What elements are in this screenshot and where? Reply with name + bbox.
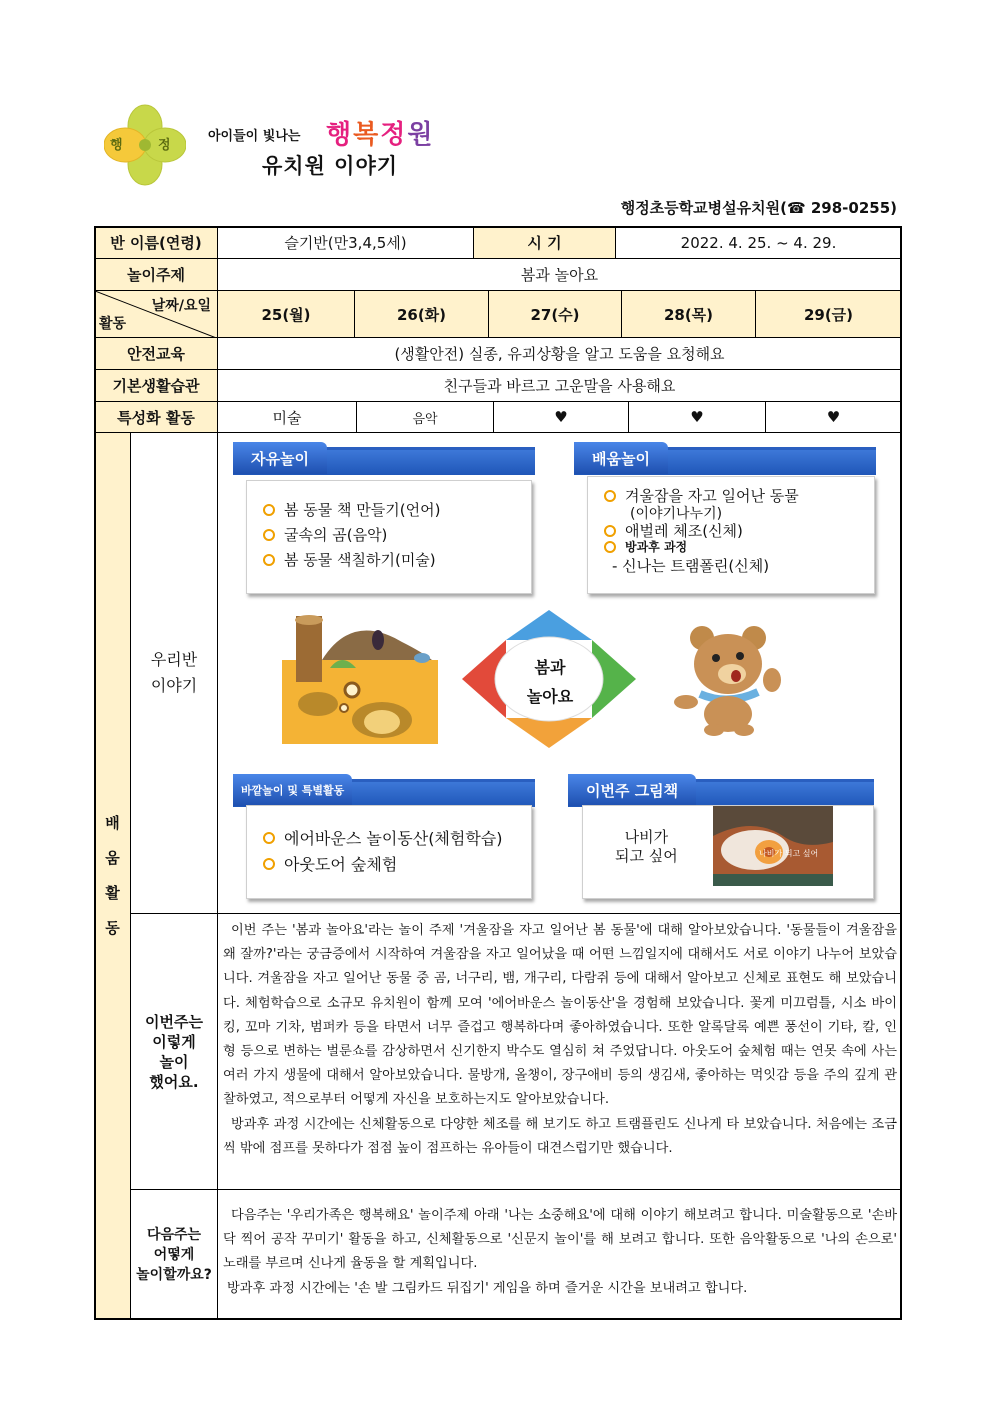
list-item-sub: (이야기나누기) bbox=[630, 506, 723, 522]
bullet-icon bbox=[263, 832, 275, 844]
theme-label: 놀이주제 bbox=[94, 258, 218, 291]
label-char: 움 bbox=[105, 849, 120, 867]
period-value: 2022. 4. 25. ~ 4. 29. bbox=[615, 226, 902, 259]
badge-text-line2: 놀아요 bbox=[526, 687, 574, 706]
item-text: 굴속의 곰(음악) bbox=[284, 526, 388, 544]
document-title: 유치원 이야기 bbox=[262, 154, 399, 178]
free-play-box bbox=[246, 480, 532, 594]
special-label: 특성화 활동 bbox=[94, 401, 218, 433]
label-line: 이번주는 bbox=[145, 1012, 203, 1031]
bullet-icon bbox=[604, 541, 616, 553]
learning-play-title: 배움놀이 bbox=[574, 442, 668, 474]
item-text: 에어바운스 놀이동산(체험학습) bbox=[284, 829, 503, 848]
book-cover-text: 나비가 되고 싶어 bbox=[759, 849, 819, 858]
brand-char: 복 bbox=[353, 120, 381, 150]
habit-label: 기본생활습관 bbox=[94, 369, 218, 402]
bullet-icon bbox=[263, 529, 275, 541]
activity-label: 활동 bbox=[99, 316, 127, 332]
next-week-label bbox=[130, 1189, 218, 1320]
label-char: 배 bbox=[105, 814, 120, 832]
item-text: 봄 동물 색칠하기(미술) bbox=[284, 551, 436, 569]
paragraph: 이번 주는 '봄과 놀아요'라는 놀이 주제 '겨울잠을 자고 일어난 봄 동물'에 대해 알아보았습니다. '동물들이 겨울잠을 왜 잘까?'라는 궁금증에서 시작하여 겨울잠을 자고 일어났을 때 어떤 느낌일지에 대해서도 서로 이야기 나누어 보았습니다. 겨울잠을 자고 일어난 동물 중 곰, 너구리, 뱀, 개구리, 다람쥐 등에 대해서 알아보고 신체로 표현도 해 보았습니다. 체험학습으로 소규모 유치원이 함께 모여 '에어바운스 놀이동산'을 경험해 보았습니다. 꽃게 미끄럼틀, 시소 바이킹, 꼬마 기차, 범퍼카 등을 타면서 너무 즐겁고 행복하다며 좋아하였습니다. 또한 알록달록 예쁜 풍선이 기타, 칼, 인형 등으로 변하는 벌룬쇼를 감상하면서 신기한지 박수도 열심히 쳐 주었답니다. 아웃도어 숲체험 때는 연못 속에 사는 여러 가지 생물에 대해서 알아보았습니다. 물방개, 올챙이, 장구애비 등의 생김새, 좋아하는 먹잇감 등을 주의 깊게 관찰하였고, 적으로부터 어떻게 자신을 보호하는지도 알아보았습니다. bbox=[223, 923, 897, 1108]
bullet-icon bbox=[604, 490, 616, 502]
learning-play-box bbox=[587, 476, 875, 594]
safety-label: 안전교육 bbox=[94, 337, 218, 370]
list-item bbox=[263, 826, 503, 849]
period-label: 시 기 bbox=[473, 226, 616, 259]
label-line: 다음주는 bbox=[146, 1226, 202, 1243]
bullet-icon bbox=[604, 525, 616, 537]
day-label: 날짜/요일 bbox=[151, 298, 211, 314]
bear-character-illustration bbox=[672, 624, 784, 736]
paragraph: 방과후 과정 시간에는 신체활동으로 다양한 체조를 해 보기도 하고 트램플린도 신나게 타 보았습니다. 처음에는 조금씩 밖에 점프를 못하다가 점점 높이 점프하는 유아들이 대견스럽기만 했습니다. bbox=[223, 1116, 897, 1156]
item-text: 겨울잠을 자고 일어난 동물 bbox=[625, 487, 799, 505]
label-char: 동 bbox=[105, 919, 120, 937]
day-fri: 29(금) bbox=[755, 290, 902, 338]
day-mon: 25(월) bbox=[217, 290, 355, 338]
list-item bbox=[263, 852, 397, 875]
brand-char: 정 bbox=[380, 120, 408, 150]
free-play-ribbon bbox=[233, 447, 535, 475]
book-title bbox=[615, 828, 678, 866]
item-text: 애벌레 체조(신체) bbox=[625, 522, 743, 540]
book-cover-image bbox=[713, 806, 833, 886]
list-item bbox=[263, 549, 436, 570]
paragraph: 다음주는 '우리가족은 행복해요' 놀이주제 아래 '나는 소중해요'에 대해 이야기 해보려고 합니다. 미술활동으로 '손바닥 찍어 공작 꾸미기' 활동을 하고, 신체활동으로 '신문지 놀이'를 해 보려고 합니다. 또한 음악활동으로 '나의 손으로' 노래를 부르며 신나게 율동을 할 계획입니다. bbox=[223, 1208, 897, 1272]
special-fri: ♥ bbox=[765, 401, 902, 433]
label-char: 활 bbox=[105, 884, 120, 902]
item-text: 아웃도어 숲체험 bbox=[284, 855, 398, 874]
safety-value: (생활안전) 실종, 유괴상황을 알고 도움을 요청해요 bbox=[217, 337, 902, 370]
label-line: 놀이할까요? bbox=[136, 1266, 212, 1283]
bullet-icon bbox=[263, 858, 275, 870]
logo-char-right: 정 bbox=[158, 138, 171, 153]
bullet-icon bbox=[263, 554, 275, 566]
book-title-line: 나비가 bbox=[624, 828, 669, 846]
badge-text-line1: 봄과 bbox=[534, 658, 566, 677]
next-week-text bbox=[223, 1204, 897, 1301]
book-title-line: 되고 싶어 bbox=[615, 847, 678, 865]
list-item bbox=[263, 524, 387, 545]
special-play-box bbox=[246, 805, 532, 899]
tagline: 아이들이 빛나는 bbox=[208, 129, 301, 144]
this-week-label bbox=[130, 913, 218, 1190]
day-tue: 26(화) bbox=[354, 290, 489, 338]
learning-play-ribbon bbox=[574, 447, 876, 475]
special-play-ribbon bbox=[233, 779, 535, 807]
special-play-title: 바깥놀이 및 특별활동 bbox=[233, 774, 352, 806]
our-class-story-label bbox=[130, 432, 218, 914]
habit-value: 친구들과 바르고 고운말을 사용해요 bbox=[217, 369, 902, 402]
center-diamond-badge bbox=[462, 610, 636, 748]
label-line: 놀이 bbox=[159, 1052, 189, 1071]
paragraph: 방과후 과정 시간에는 '손 발 그림카드 뒤집기' 게임을 하며 즐거운 시간을 보내려고 합니다. bbox=[227, 1280, 748, 1296]
label-line: 우리반 bbox=[150, 650, 198, 669]
label-line: 어떻게 bbox=[153, 1246, 195, 1263]
picture-book-title: 이번주 그림책 bbox=[568, 774, 696, 806]
picture-book-ribbon bbox=[568, 779, 874, 807]
item-text: 봄 동물 책 만들기(언어) bbox=[284, 501, 441, 519]
free-play-title: 자유놀이 bbox=[233, 442, 327, 474]
picture-book-box bbox=[582, 805, 874, 899]
item-text: 방과후 과정 bbox=[625, 540, 688, 554]
theme-value: 봄과 놀아요 bbox=[217, 258, 902, 291]
list-item-sub: - 신나는 트램폴린(신체) bbox=[612, 557, 770, 575]
learning-activity-label bbox=[94, 432, 131, 1320]
special-wed: ♥ bbox=[493, 401, 629, 433]
class-value: 슬기반(만3,4,5세) bbox=[217, 226, 474, 259]
day-wed: 27(수) bbox=[488, 290, 622, 338]
day-activity-header bbox=[94, 290, 218, 338]
bullet-icon bbox=[263, 504, 275, 516]
class-label: 반 이름(연령) bbox=[94, 226, 218, 259]
label-line: 했어요. bbox=[149, 1072, 199, 1091]
brand-name bbox=[326, 114, 435, 151]
logo-char-left: 행 bbox=[110, 138, 123, 153]
special-tue: 음악 bbox=[356, 401, 494, 433]
school-name: 행정초등학교병설유치원(☎ 298-0255) bbox=[620, 199, 897, 217]
label-line: 이야기 bbox=[150, 676, 198, 695]
special-mon: 미술 bbox=[217, 401, 357, 433]
list-item bbox=[263, 499, 440, 520]
brand-char: 행 bbox=[326, 120, 354, 150]
this-week-text bbox=[223, 919, 897, 1161]
list-item bbox=[604, 538, 687, 555]
label-line: 이렇게 bbox=[152, 1032, 196, 1051]
brand-char: 원 bbox=[407, 120, 435, 150]
day-thu: 28(목) bbox=[621, 290, 756, 338]
burrow-animals-illustration bbox=[282, 612, 438, 744]
special-thu: ♥ bbox=[628, 401, 766, 433]
